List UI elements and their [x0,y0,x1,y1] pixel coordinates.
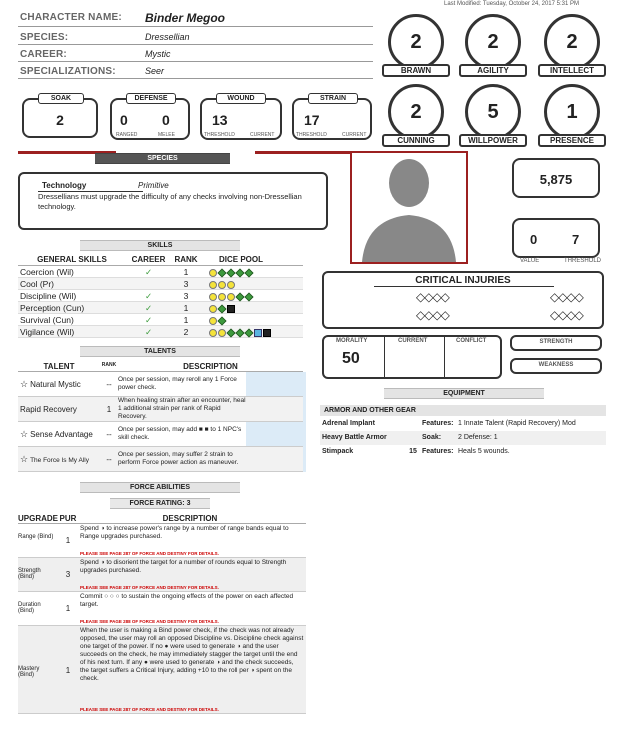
morality-box [322,335,502,379]
die-icon [227,281,235,289]
table-row [18,372,303,397]
skill-rank[interactable]: 1 [183,315,189,325]
force-page-reference: PLEASE SEE PAGE 288 OF FORCE AND DESTINY FOR DETAILS. [80,619,219,624]
presence-label: PRESENCE [538,134,606,147]
force-upgrade-name: Mastery (Bind) [18,666,40,678]
table-row [18,302,303,314]
wound-label: WOUND [216,93,266,104]
divider [255,151,353,154]
agility-label: AGILITY [459,64,527,77]
talent-description: Once per session, may reroll any 1 Force power check. [118,376,237,391]
talent-rank[interactable]: -- [106,429,112,439]
divider [18,26,373,27]
list-item[interactable] [320,445,606,459]
talents-header: RANK [101,362,117,368]
talent-cell [18,454,100,465]
skill-name: Cool (Pr) [20,279,55,289]
character-name[interactable]: Binder Megoo [145,11,225,25]
force-header-row [18,514,306,524]
die-icon [235,268,244,277]
force-upgrade-description: Spend ◑ to disorient the target for a number of rounds equal to Strength upgrades purchased. [80,559,287,574]
agility-value[interactable]: 2 [465,14,521,70]
force-upgrade-pur[interactable]: 1 [65,536,71,545]
skill-rank[interactable]: 1 [183,267,189,277]
table-row [18,326,303,338]
skill-name: Perception (Cun) [20,303,85,313]
die-icon [244,328,253,337]
talents-title: TALENTS [80,346,240,357]
xp-total-value[interactable]: 5,875 [539,172,573,187]
intellect-label: INTELLECT [538,64,606,77]
table-row [18,422,303,447]
talents-table [18,362,303,472]
skills-header: DICE POOL [218,255,263,264]
morality-value[interactable]: 50 [342,350,360,367]
talents-header: TALENT [43,362,75,371]
force-upgrade-pur[interactable]: 1 [65,604,71,613]
willpower-value[interactable]: 5 [465,84,521,140]
skill-name: Survival (Cun) [20,315,74,325]
critical-injury-mark[interactable]: ◇◇◇◇ [550,308,583,322]
cunning-value[interactable]: 2 [388,84,444,140]
skills-table [18,255,303,338]
force-upgrade-pur[interactable]: 1 [65,666,71,675]
cunning-label: CUNNING [382,134,450,147]
morality-label: MORALITY [336,338,368,344]
divider [18,61,373,62]
die-icon [209,281,217,289]
equipment-name: Heavy Battle Armor [322,434,387,441]
equipment-name: Stimpack [322,448,354,455]
career-checkmark[interactable]: ✓ [144,315,153,325]
dice-pool [201,314,301,325]
table-row [18,290,303,302]
force-upgrade-name: Strength (Bind) [18,568,41,580]
talent-star-icon: ☆ [20,453,29,464]
specializations-value[interactable]: Seer [145,66,165,76]
equipment-name: Adrenal Implant [322,420,375,427]
defense-label: DEFENSE [126,93,176,104]
soak-label: SOAK [38,93,84,104]
species-label: SPECIES: [20,32,69,43]
equipment-quantity [404,417,422,431]
talent-description: Once per session, may add ■ ■ to 1 NPC's skill check. [118,426,242,441]
name-label: CHARACTER NAME: [20,12,122,23]
talent-star-icon: ☆ [20,428,29,439]
die-icon [209,329,217,337]
equipment-features-label: Features: [422,448,454,455]
divider [444,337,445,377]
brawn-value[interactable]: 2 [388,14,444,70]
current-label: CURRENT [250,132,275,138]
species-ability-box [18,172,328,230]
die-icon [217,304,226,313]
presence-value[interactable]: 1 [544,84,600,140]
brawn-label: BRAWN [382,64,450,77]
force-body [18,524,306,714]
table-row [18,592,306,626]
xp-left-value[interactable]: 0 [530,232,538,247]
talent-name: Rapid Recovery [20,404,77,414]
die-icon [235,328,244,337]
defense-box [110,95,190,140]
dice-pool [201,290,301,301]
force-page-reference: PLEASE SEE PAGE 287 OF FORCE AND DESTINY FOR DETAILS. [80,551,219,556]
talent-rank[interactable]: 1 [106,404,112,414]
die-icon [218,281,226,289]
species-ability-text: Dressellians must upgrade the difficulty of any checks involving non-Dressellian technology. [38,192,302,211]
table-row [18,278,303,290]
talent-description: When healing strain after an encounter, heal 1 additional strain per rank of Rapid Recovery. [118,397,246,420]
career-label: CAREER: [20,49,67,60]
xp-right-value[interactable]: 7 [572,232,580,247]
die-icon [218,293,226,301]
last-modified: Last Modified: Tuesday, October 24, 2017 5:31 PM [444,1,579,7]
talents-header: DESCRIPTION [183,362,238,371]
skills-header: CAREER [131,255,166,264]
force-header: UPGRADE [18,514,59,523]
equipment-quantity [404,431,422,445]
skill-rank[interactable]: 1 [183,303,189,313]
equipment-features-label: Soak: [422,434,442,441]
die-icon [218,329,226,337]
equipment-quantity: 15 [409,448,417,455]
table-row [18,266,303,278]
dice-pool [201,266,301,277]
force-upgrade-cell [80,524,304,557]
equipment-list [320,417,606,459]
skills-header: GENERAL SKILLS [37,255,107,264]
conflict-label: CONFLICT [456,338,487,344]
critical-injury-mark[interactable]: ◇◇◇◇ [550,290,583,304]
die-icon [209,317,217,325]
die-icon [254,329,262,337]
strength-box [510,335,602,351]
strength-label: STRENGTH [539,339,573,345]
skill-rank[interactable]: 3 [183,279,189,289]
career-checkmark[interactable]: ✓ [144,267,153,277]
critical-injuries-title: CRITICAL INJURIES [415,275,511,286]
force-upgrade-name: Range (Bind) [18,534,54,540]
critical-injury-mark[interactable]: ◇◇◇◇ [416,290,449,304]
ranged-label: RANGED [116,132,138,138]
critical-injury-mark[interactable]: ◇◇◇◇ [416,308,449,322]
force-rating: FORCE RATING: 3 [110,498,210,509]
talent-name: Natural Mystic [30,379,81,389]
die-icon [227,305,235,313]
skills-body [18,266,303,338]
strain-threshold-value[interactable]: 17 [304,112,320,128]
divider [384,337,385,377]
die-icon [209,269,217,277]
species-value[interactable]: Dressellian [145,32,190,42]
career-value[interactable]: Mystic [145,49,171,59]
force-abilities-title: FORCE ABILITIES [80,482,240,493]
intellect-value[interactable]: 2 [544,14,600,70]
avatar-silhouette-icon [352,153,466,262]
die-icon [217,268,226,277]
skills-header-row [18,255,303,266]
talent-cell [18,405,100,414]
equipment-title: EQUIPMENT [384,388,544,399]
skill-rank[interactable]: 2 [183,327,189,337]
die-icon [209,293,217,301]
xp-total-box [512,158,600,198]
die-icon [226,328,235,337]
talent-cell [18,429,100,440]
force-table [18,514,306,714]
force-page-reference: PLEASE SEE PAGE 287 OF FORCE AND DESTINY FOR DETAILS. [80,707,219,712]
strain-box [292,95,372,140]
career-checkmark[interactable]: ✓ [144,303,153,313]
career-checkmark[interactable]: ✓ [144,291,153,301]
ranged-defense-value[interactable]: 0 [120,112,128,128]
current-label: CURRENT [342,132,367,138]
force-upgrade-description: Spend ◑ to increase power's range by a number of range bands equal to Range upgrades purchased. [80,525,289,540]
table-row [18,314,303,326]
list-item[interactable] [320,431,606,445]
talents-body [18,372,303,472]
list-item[interactable] [320,417,606,431]
willpower-label: WILLPOWER [459,134,527,147]
weakness-box [510,358,602,374]
specializations-label: SPECIALIZATIONS: [20,66,116,77]
wound-box [200,95,282,140]
talent-rank[interactable]: -- [106,379,112,389]
divider [374,286,554,287]
equipment-description: 1 Innate Talent (Rapid Recovery) Mod [458,420,576,427]
talent-name: The Force Is My Ally [30,456,89,464]
die-icon [226,268,235,277]
skills-title: SKILLS [80,240,240,251]
portrait-frame[interactable] [350,151,468,264]
force-upgrade-pur[interactable]: 3 [65,570,71,579]
equipment-features-label: Features: [422,420,454,427]
value-label: VALUE [520,258,540,264]
soak-value[interactable]: 2 [56,112,64,128]
table-row [18,558,306,592]
talent-name: Sense Advantage [30,429,93,439]
force-header: DESCRIPTION [162,514,218,523]
critical-injuries-box [322,271,604,329]
talent-cell [18,379,100,390]
talent-description: Once per session, may suffer 2 strain to perform Force power action as maneuver. [118,451,239,466]
species-ability-name: Technology [42,181,87,190]
talents-header-row [18,362,303,372]
talent-star-icon: ☆ [20,378,29,389]
dice-pool [201,302,301,313]
career-checkmark[interactable]: ✓ [144,327,153,337]
skill-rank[interactable]: 3 [183,291,189,301]
force-upgrade-cell [80,592,304,625]
melee-label: MELEE [158,132,175,138]
skill-name: Coercion (Wil) [20,267,74,277]
melee-defense-value[interactable]: 0 [162,112,170,128]
threshold-label: THRESHOLD [204,132,235,138]
species-section-title: SPECIES [95,153,230,164]
die-icon [235,292,244,301]
table-row [18,397,303,422]
xp-available-box [512,218,600,258]
skills-header: RANK [174,255,198,264]
force-upgrade-name: Duration (Bind) [18,602,41,614]
force-page-reference: PLEASE SEE PAGE 287 OF FORCE AND DESTINY FOR DETAILS. [80,585,219,590]
table-row [18,626,306,714]
talent-rank[interactable]: -- [106,454,112,464]
die-icon [217,316,226,325]
die-icon [263,329,271,337]
equipment-subtitle: ARMOR AND OTHER GEAR [320,405,606,416]
strain-label: STRAIN [308,93,358,104]
force-upgrade-cell [80,626,304,713]
force-header: PUR [59,514,77,523]
current-label: CURRENT [398,338,428,344]
dice-pool [201,278,301,289]
wound-threshold-value[interactable]: 13 [212,112,228,128]
skill-name: Discipline (Wil) [20,291,77,301]
die-icon [244,292,253,301]
die-icon [209,305,217,313]
equipment-description: Heals 5 wounds. [458,448,510,455]
weakness-label: WEAKNESS [538,362,574,368]
species-ability-type: Primitive [138,181,169,190]
career-checkmark[interactable] [126,278,171,289]
force-upgrade-description: When the user is making a Bind power check, if the check was not already opposed, the user may roll an opposed Discipline vs. Discipline check against one target of the power. If no ● were used to generate ◑ and the user succeeds on the check, he may immediately stagger the target until the end of his next turn. If any ● were used to generate ◑ and the check succeeds, the target suffers a Critical Injury, adding +10 to the roll per ◑ spent on the check. [80,627,304,682]
threshold-label: THRESHOLD [564,258,602,264]
die-icon [244,268,253,277]
divider [18,78,373,79]
equipment-description: 2 Defense: 1 [458,434,498,441]
skill-name: Vigilance (Wil) [20,327,75,337]
force-upgrade-description: Commit ○ ○ ○ to sustain the ongoing effects of the power on each affected target. [80,593,294,608]
soak-box [22,95,98,138]
table-row [18,524,306,558]
threshold-label: THRESHOLD [296,132,327,138]
divider [18,44,373,45]
die-icon [227,293,235,301]
dice-pool [201,326,301,337]
force-upgrade-cell [80,558,304,591]
table-row [18,447,303,472]
